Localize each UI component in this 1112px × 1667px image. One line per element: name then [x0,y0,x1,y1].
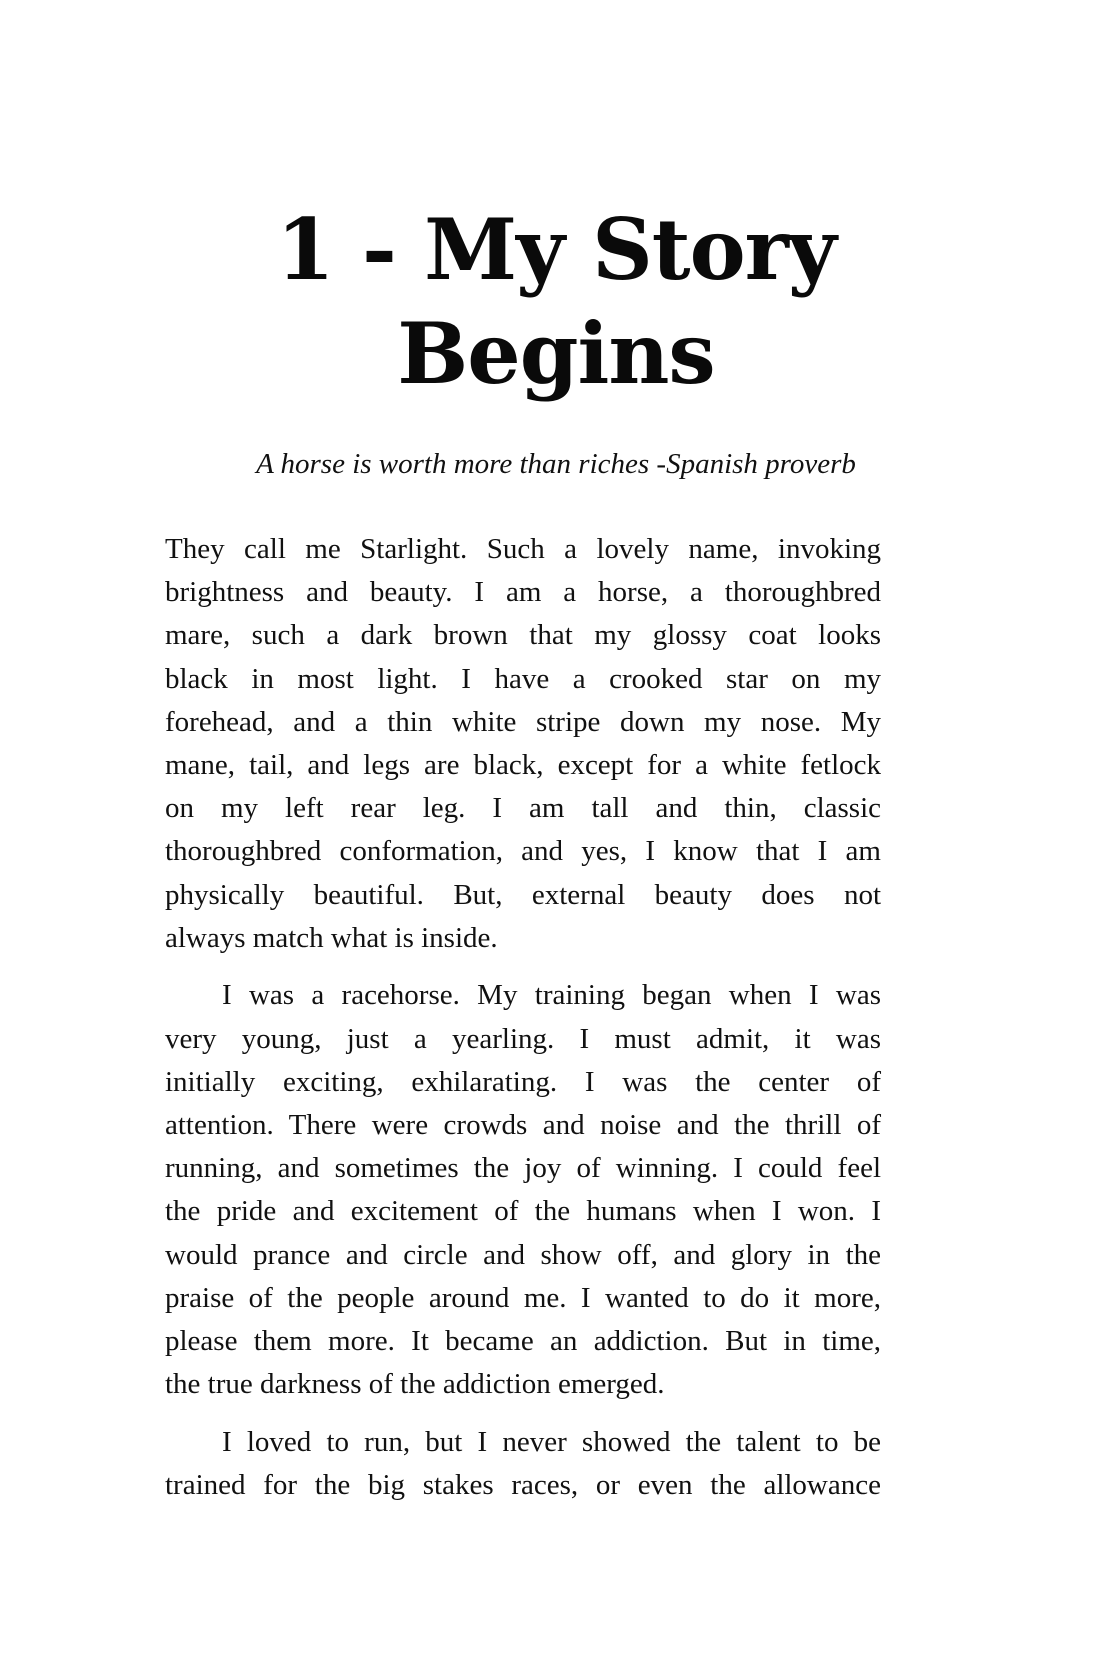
text-line: the true darkness of the addiction emerged. [165,1368,665,1401]
text-line: please them more. It became an addiction. But in time, [165,1324,881,1357]
text-line: trained for the big stakes races, or even the allowance [165,1468,881,1501]
text-line: brightness and beauty. I am a horse, a thoroughbred [165,576,881,609]
paragraph [165,1421,881,1507]
text-line: They call me Starlight. Such a lovely name, invoking [165,533,881,565]
chapter-title-line: 1 - My Story [276,200,836,299]
chapter-body [165,528,881,1522]
chapter-title-line: Begins [397,304,715,403]
text-line: attention. There were crowds and noise and the thrill of [165,1108,881,1141]
paragraph [165,974,881,1406]
text-line: on my left rear leg. I am tall and thin, classic [165,792,881,825]
text-line: would prance and circle and show off, and glory in the [165,1238,881,1271]
text-line: forehead, and a thin white stripe down my nose. My [165,705,881,738]
text-line: thoroughbred conformation, and yes, I know that I am [165,835,881,868]
text-line: I loved to run, but I never showed the talent to be [222,1425,881,1458]
text-line: the pride and excitement of the humans when I won. I [165,1195,881,1228]
text-line: initially exciting, exhilarating. I was the center of [165,1065,881,1098]
text-line: I was a racehorse. My training began when I was [222,979,881,1012]
chapter-epigraph: A horse is worth more than riches -Spanish proverb [256,448,856,480]
text-line: mare, such a dark brown that my glossy coat looks [165,619,881,652]
chapter-title [0,198,1112,406]
paragraph [165,528,881,960]
text-line: mane, tail, and legs are black, except for a white fetlock [165,748,881,781]
text-line: black in most light. I have a crooked star on my [165,662,881,695]
text-line: physically beautiful. But, external beauty does not [165,878,881,911]
text-line: always match what is inside. [165,921,498,954]
text-line: running, and sometimes the joy of winning. I could feel [165,1152,881,1185]
text-line: praise of the people around me. I wanted to do it more, [165,1281,881,1314]
text-line: very young, just a yearling. I must admit, it was [165,1022,881,1055]
